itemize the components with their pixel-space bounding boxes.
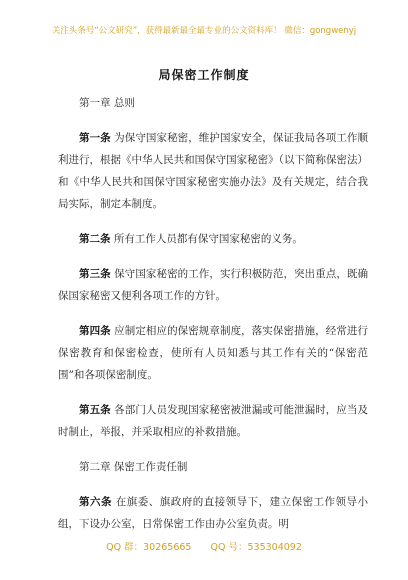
document-body: [58, 92, 368, 548]
document-title: 局保密工作制度: [158, 68, 250, 82]
footer-qq-group: QQ 群：30265665: [106, 542, 192, 553]
article-paragraph: [58, 228, 368, 250]
article-label: 第五条: [79, 404, 111, 416]
article-text: 为保守国家秘密，维护国家安全，保证我局各项工作顺利进行，根据《中华人民共和国保守国家秘密》（以下简称保密法）和《中华人民共和国保守国家秘密实施办法》及有关规定，结合我局实际，制定本制度。: [58, 132, 369, 210]
article-paragraph: [58, 263, 368, 307]
article-text: 在旗委、旗政府的直接领导下，建立保密工作领导小组，下设办公室，日常保密工作由办公室负责。明: [58, 496, 369, 530]
chapter-heading: 第一章 总则: [79, 97, 135, 109]
article-label: 第二条: [79, 233, 111, 245]
article-text: 各部门人员发现国家秘密被泄漏或可能泄漏时，应当及时制止，举报，并采取相应的补救措施。: [58, 404, 369, 438]
footer-contacts: [0, 539, 408, 553]
article-paragraph: [58, 127, 368, 215]
article-text: 保守国家秘密的工作，实行积极防范，突出重点，既确保国家秘密又便利各项工作的方针。: [58, 268, 369, 302]
article-paragraph: [58, 399, 368, 443]
header-note: 关注头条号“公文研究”，获得最新最全最专业的公文资料库！ 微信：gongwenyj: [51, 26, 357, 36]
article-label: 第三条: [79, 268, 111, 280]
article-label: 第一条: [79, 132, 111, 144]
article-paragraph: [58, 491, 368, 535]
article-paragraph: [58, 320, 368, 386]
footer-qq-number: QQ 号：535304092: [210, 542, 302, 553]
chapter-heading: 第二章 保密工作责任制: [79, 461, 188, 473]
article-label: 第四条: [79, 325, 111, 337]
article-text: 所有工作人员都有保守国家秘密的义务。: [113, 233, 303, 245]
article-label: 第六条: [79, 496, 112, 508]
article-text: 应制定相应的保密规章制度，落实保密措施，经常进行保密教育和保密检查，使所有人员知悉与其工作有关的“保密范围”和各项保密制度。: [58, 325, 369, 381]
